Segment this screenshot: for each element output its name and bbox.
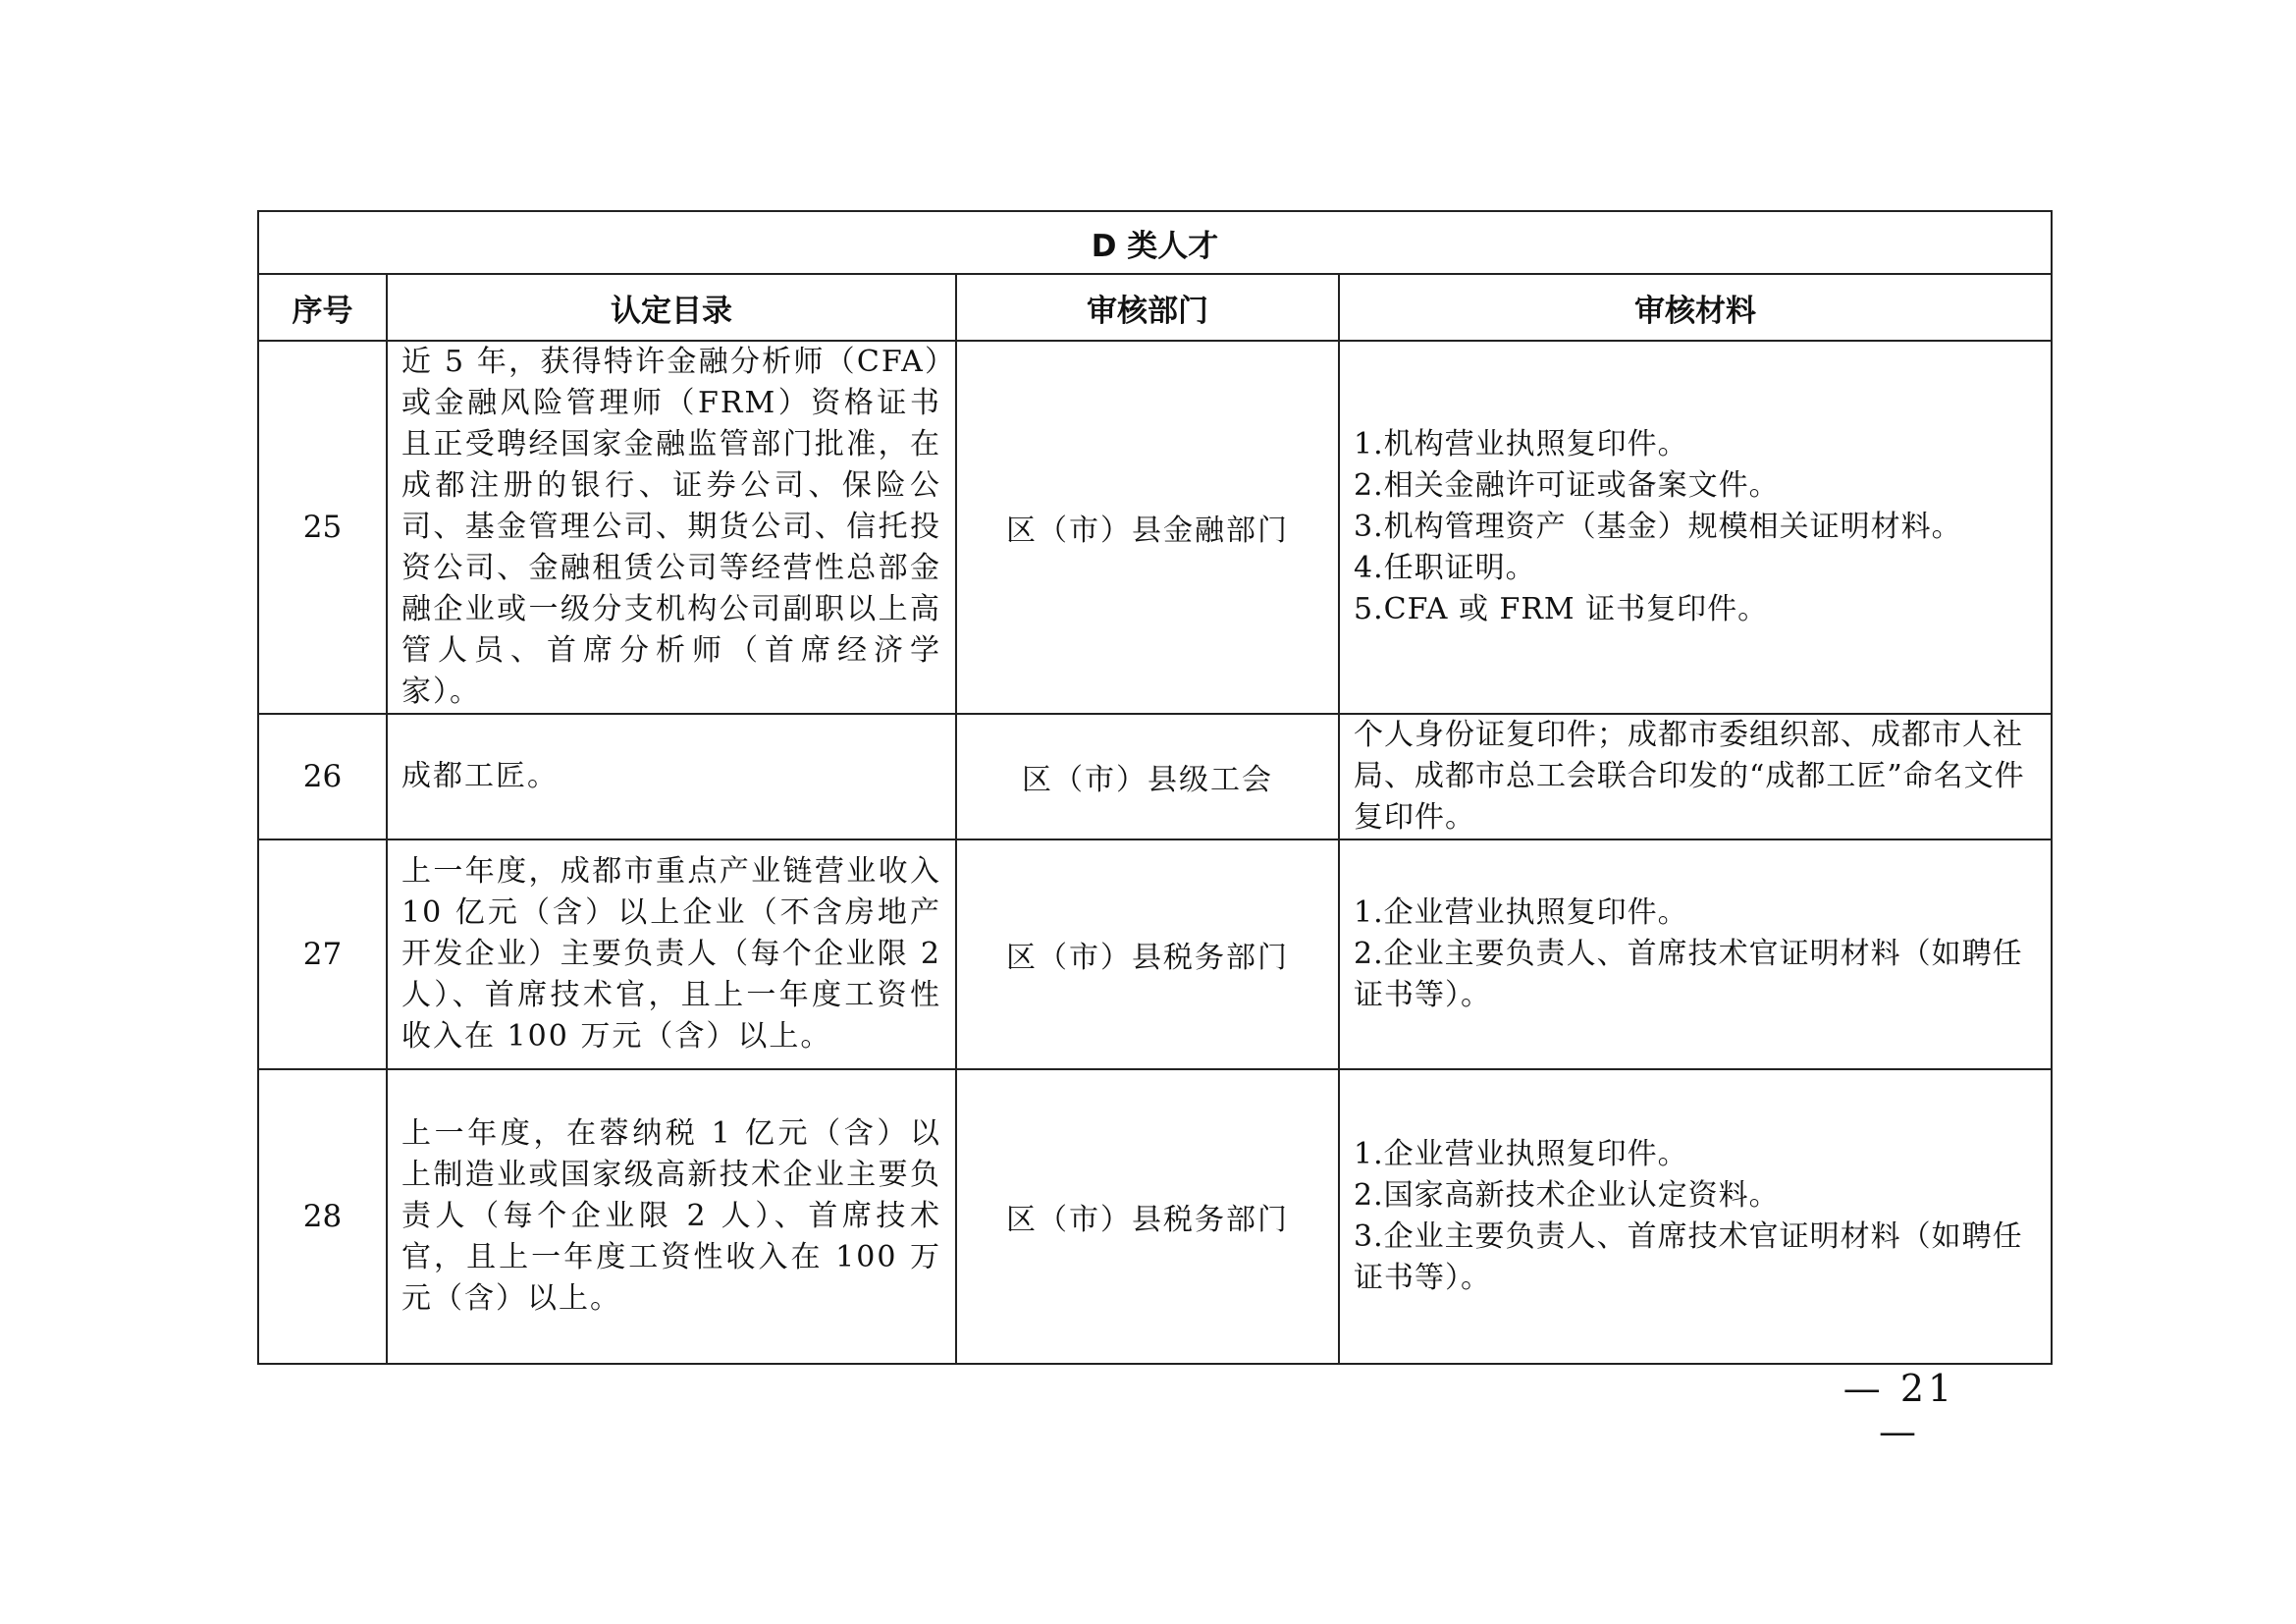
row-materials xyxy=(1339,1069,2052,1364)
row-materials xyxy=(1339,714,2052,839)
row-catalog: 近 5 年，获得特许金融分析师（CFA）或金融风险管理师（FRM）资格证书且正受聘经国家金融监管部门批准，在成都注册的银行、证券公司、保险公司、基金管理公司、期货公司、信托投资公司、金融租赁公司等经营性总部金融企业或一级分支机构公司副职以上高管人员、首席分析师（首席经济学家）。 xyxy=(387,341,956,714)
material-item: 2.相关金融许可证或备案文件。 xyxy=(1354,468,1780,503)
material-item: 1.机构营业执照复印件。 xyxy=(1354,427,1688,461)
table-row xyxy=(258,341,2052,714)
material-item: 5.CFA 或 FRM 证书复印件。 xyxy=(1354,592,1769,626)
material-item: 个人身份证复印件；成都市委组织部、成都市人社局、成都市总工会联合印发的“成都工匠”命名文件复印件。 xyxy=(1354,718,2025,835)
material-item: 4.任职证明。 xyxy=(1354,551,1536,585)
material-item: 2.国家高新技术企业认定资料。 xyxy=(1354,1178,1780,1213)
material-item: 1.企业营业执照复印件。 xyxy=(1354,895,1688,930)
row-catalog: 上一年度，在蓉纳税 1 亿元（含）以上制造业或国家级高新技术企业主要负责人（每个企业限 2 人）、首席技术官，且上一年度工资性收入在 100 万元（含）以上。 xyxy=(387,1069,956,1364)
table-title: D 类人才 xyxy=(258,211,2052,274)
row-catalog: 上一年度，成都市重点产业链营业收入 10 亿元（含）以上企业（不含房地产开发企业）主要负责人（每个企业限 2 人）、首席技术官，且上一年度工资性收入在 100 万元（含）以上。 xyxy=(387,839,956,1069)
table-row xyxy=(258,714,2052,839)
header-catalog: 认定目录 xyxy=(387,274,956,341)
material-item: 3.企业主要负责人、首席技术官证明材料（如聘任证书等）。 xyxy=(1354,1219,2023,1295)
row-materials xyxy=(1339,341,2052,714)
row-number: 26 xyxy=(258,714,387,839)
row-number: 28 xyxy=(258,1069,387,1364)
talent-table xyxy=(257,210,2053,1365)
row-dept: 区（市）县税务部门 xyxy=(956,839,1339,1069)
row-dept: 区（市）县级工会 xyxy=(956,714,1339,839)
page-number: — 21 — xyxy=(1842,1367,1956,1453)
header-dept: 审核部门 xyxy=(956,274,1339,341)
header-materials: 审核材料 xyxy=(1339,274,2052,341)
row-number: 27 xyxy=(258,839,387,1069)
row-dept: 区（市）县金融部门 xyxy=(956,341,1339,714)
row-materials xyxy=(1339,839,2052,1069)
material-item: 3.机构管理资产（基金）规模相关证明材料。 xyxy=(1354,510,1962,544)
header-no: 序号 xyxy=(258,274,387,341)
row-number: 25 xyxy=(258,341,387,714)
row-catalog: 成都工匠。 xyxy=(387,714,956,839)
table-row xyxy=(258,1069,2052,1364)
table-row xyxy=(258,839,2052,1069)
material-item: 2.企业主要负责人、首席技术官证明材料（如聘任证书等）。 xyxy=(1354,937,2023,1012)
material-item: 1.企业营业执照复印件。 xyxy=(1354,1137,1688,1171)
row-dept: 区（市）县税务部门 xyxy=(956,1069,1339,1364)
